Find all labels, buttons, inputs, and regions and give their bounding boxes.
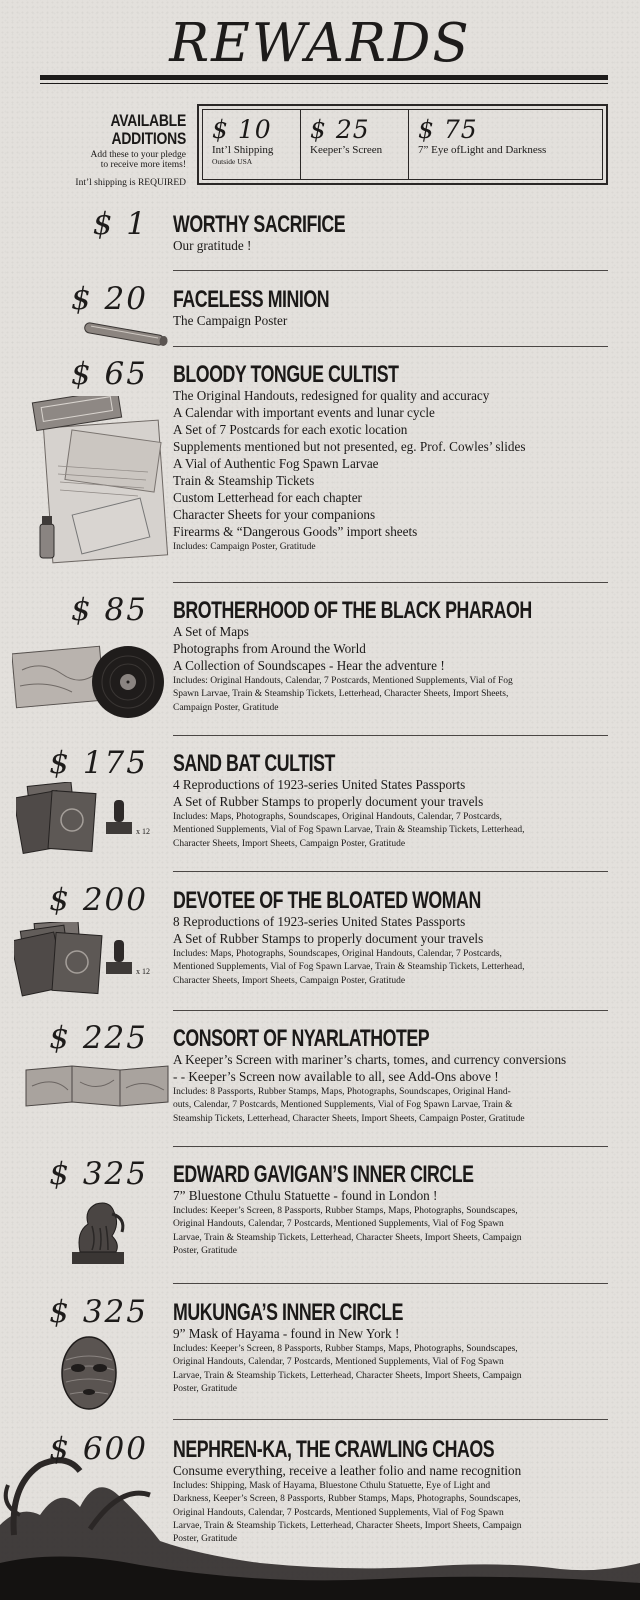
tier-item: Train & Steamship Tickets [173, 473, 315, 488]
stamp-count: x 12 [136, 827, 150, 836]
tier-divider [173, 1283, 608, 1284]
tier-divider [173, 582, 608, 583]
tier-includes: Larvae, Train & Steamship Tickets, Letterhead, Character Sheets, Import Sheets, Campaign [173, 1520, 522, 1531]
tier-price: $ 225 [49, 1020, 148, 1056]
tier-includes: Mentioned Supplements, Vial of Fog Spawn Larvae, Train & Steamship Tickets, Letterhead, [173, 962, 525, 973]
tier-includes: Includes: 8 Passports, Rubber Stamps, Maps, Photographs, Soundscapes, Original Hand- [173, 1087, 511, 1097]
tier-price: $ 325 [49, 1156, 148, 1192]
tier-includes: Includes: Maps, Photographs, Soundscapes, Original Handouts, Calendar, 7 Postcards, [173, 812, 502, 822]
tier-includes: Character Sheets, Import Sheets, Campaign Poster, Gratitude [173, 975, 406, 986]
tier-item: Consume everything, receive a leather folio and name recognition [173, 1463, 522, 1478]
tier-includes: Spawn Larvae, Train & Steamship Tickets, Letterhead, Character Sheets, Import Sheets, [173, 689, 509, 700]
additions-subtext-1: Add these to your pledge [90, 150, 186, 160]
tier-name: WORTHY SACRIFICE [173, 211, 346, 238]
tier-price: $ 20 [70, 281, 148, 317]
tier-divider [173, 346, 608, 347]
addons-box [197, 104, 608, 185]
tier-item: Our gratitude ! [173, 238, 252, 253]
tier-divider [173, 871, 608, 872]
tier-includes: Larvae, Train & Steamship Tickets, Letterhead, Character Sheets, Import Sheets, Campaign [173, 1232, 522, 1243]
tier-price: $ 175 [49, 745, 148, 781]
tier-includes: Includes: Campaign Poster, Gratitude [173, 542, 316, 552]
keepers-screen-image [24, 1064, 170, 1108]
tier-name: FACELESS MINION [173, 286, 330, 313]
tier-divider [173, 735, 608, 736]
tier-item: A Vial of Authentic Fog Spawn Larvae [173, 456, 379, 471]
tier-item: The Campaign Poster [173, 313, 288, 328]
maps-and-record-image [12, 640, 170, 720]
tier-includes: Campaign Poster, Gratitude [173, 702, 279, 713]
tier-name: DEVOTEE OF THE BLOATED WOMAN [173, 887, 481, 914]
tier-item: A Set of Rubber Stamps to properly document your travels [173, 931, 484, 946]
addon-price: $ 10 [212, 115, 272, 144]
tier-divider [173, 1010, 608, 1011]
addon-label: 7” Eye ofLight and Darkness [418, 144, 547, 156]
addon-price: $ 75 [418, 115, 478, 144]
additions-subtext-2: to receive more items! [100, 160, 186, 170]
tier-includes: Poster, Gratitude [173, 1383, 237, 1394]
addon-label: Keeper’s Screen [310, 144, 383, 156]
tier-item: The Original Handouts, redesigned for quality and accuracy [173, 388, 490, 403]
tier-item: - - Keeper’s Screen now available to all, see Add-Ons above ! [173, 1069, 499, 1084]
hayama-mask-image [56, 1334, 122, 1412]
tier-includes: Original Handouts, Calendar, 7 Postcards, Mentioned Supplements, Vial of Fog Spawn [173, 1507, 504, 1518]
tier-item: A Set of Rubber Stamps to properly document your travels [173, 794, 484, 809]
title-rule-thin [40, 83, 608, 84]
tier-name: BROTHERHOOD OF THE BLACK PHARAOH [173, 597, 532, 624]
tier-item: A Collection of Soundscapes - Hear the adventure ! [173, 658, 445, 673]
addon-price: $ 25 [310, 115, 370, 144]
tier-name: CONSORT OF NYARLATHOTEP [173, 1025, 430, 1052]
tier-includes: Includes: Keeper’s Screen, 8 Passports, Rubber Stamps, Maps, Photographs, Soundscapes, [173, 1206, 518, 1216]
tier-item: Photographs from Around the World [173, 641, 366, 656]
tier-includes: Includes: Maps, Photographs, Soundscapes, Original Handouts, Calendar, 7 Postcards, [173, 949, 502, 959]
tier-includes: outs, Calendar, 7 Postcards, Mentioned Supplements, Vial of Fog Spawn Larvae, Train & [173, 1100, 513, 1111]
tier-includes: Mentioned Supplements, Vial of Fog Spawn Larvae, Train & Steamship Tickets, Letterhead, [173, 825, 525, 836]
tier-price: $ 600 [49, 1431, 148, 1467]
addon-keepers-screen[interactable] [301, 110, 409, 179]
tier-includes: Original Handouts, Calendar, 7 Postcards, Mentioned Supplements, Vial of Fog Spawn [173, 1219, 504, 1230]
tier-name: BLOODY TONGUE CULTIST [173, 361, 399, 388]
tier-name: SAND BAT CULTIST [173, 750, 335, 777]
addon-sublabel: Outside USA [212, 157, 253, 166]
tier-item: 7” Bluestone Cthulu Statuette - found in London ! [173, 1188, 438, 1203]
tier-price: $ 1 [92, 206, 148, 242]
tier-item: A Set of Maps [173, 624, 249, 639]
tier-price: $ 325 [49, 1294, 148, 1330]
tier-name: MUKUNGA’S INNER CIRCLE [173, 1299, 404, 1326]
cthulhu-statuette-image [62, 1196, 134, 1268]
rolled-poster-image [78, 320, 170, 350]
available-additions [22, 112, 186, 189]
tier-includes: Larvae, Train & Steamship Tickets, Letterhead, Character Sheets, Import Sheets, Campaign [173, 1370, 522, 1381]
tier-price: $ 65 [70, 356, 148, 392]
tier-includes: Includes: Keeper’s Screen, 8 Passports, Rubber Stamps, Maps, Photographs, Soundscapes, [173, 1344, 518, 1354]
tier-item: Custom Letterhead for each chapter [173, 490, 362, 505]
tier-item: 8 Reproductions of 1923-series United States Passports [173, 914, 466, 929]
tier-divider [173, 1146, 608, 1147]
addon-intl-shipping[interactable] [203, 110, 301, 179]
additions-heading: AVAILABLE ADDITIONS [110, 111, 186, 148]
tier-item: A Keeper’s Screen with mariner’s charts, tomes, and currency conversions [173, 1052, 567, 1067]
tier-includes: Darkness, Keeper’s Screen, 8 Passports, Rubber Stamps, Maps, Photographs, Soundscapes, [173, 1494, 521, 1505]
tier-includes: Includes: Shipping, Mask of Hayama, Bluestone Cthulu Statuette, Eye of Light and [173, 1481, 491, 1491]
tier-includes: Original Handouts, Calendar, 7 Postcards, Mentioned Supplements, Vial of Fog Spawn [173, 1357, 504, 1368]
page-title: REWARDS [169, 13, 471, 74]
tier-item: 9” Mask of Hayama - found in New York ! [173, 1326, 400, 1341]
title-rule-thick [40, 75, 608, 80]
tier-item: Firearms & “Dangerous Goods” import sheets [173, 524, 418, 539]
tier-divider [173, 270, 608, 271]
tier-includes: Includes: Original Handouts, Calendar, 7 Postcards, Mentioned Supplements, Vial of Fog [173, 676, 513, 686]
handouts-image [28, 396, 170, 576]
tier-item: Character Sheets for your companions [173, 507, 376, 522]
tier-item: A Calendar with important events and lunar cycle [173, 405, 435, 420]
tier-item: A Set of 7 Postcards for each exotic location [173, 422, 408, 437]
tier-item: 4 Reproductions of 1923-series United States Passports [173, 777, 466, 792]
tier-includes: Poster, Gratitude [173, 1534, 237, 1545]
tier-name: EDWARD GAVIGAN’S INNER CIRCLE [173, 1161, 474, 1188]
addon-label: Int’l Shipping [212, 144, 274, 156]
tier-item: Supplements mentioned but not presented, eg. Prof. Cowles’ slides [173, 439, 526, 454]
passports-stamp-image [14, 922, 170, 1000]
additions-required-note: Int’l shipping is REQUIRED [75, 178, 186, 188]
tier-includes: Poster, Gratitude [173, 1245, 237, 1256]
tier-price: $ 85 [70, 592, 148, 628]
tier-name: NEPHREN-KA, THE CRAWLING CHAOS [173, 1436, 495, 1463]
tier-includes: Character Sheets, Import Sheets, Campaign Poster, Gratitude [173, 838, 406, 849]
tier-divider [173, 1419, 608, 1420]
tier-price: $ 200 [49, 882, 148, 918]
tier-includes: Steamship Tickets, Letterhead, Character Sheets, Import Sheets, Campaign Poster, Gratitude [173, 1113, 525, 1124]
addon-eye-of-light[interactable] [409, 110, 602, 179]
stamp-count: x 12 [136, 967, 150, 976]
passports-stamp-image [16, 782, 170, 858]
